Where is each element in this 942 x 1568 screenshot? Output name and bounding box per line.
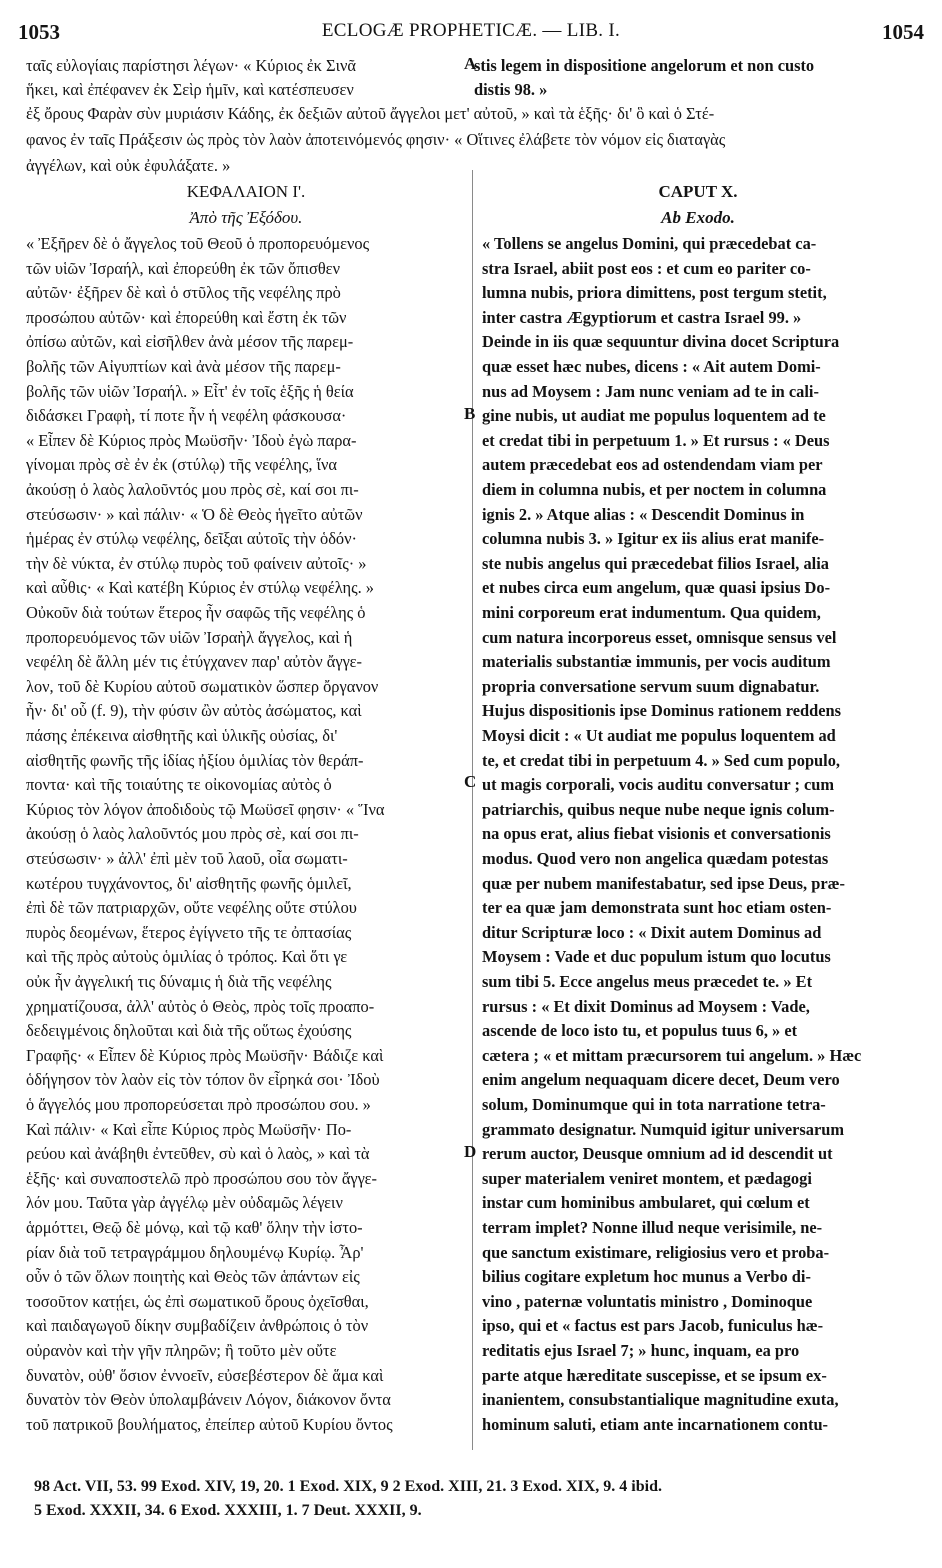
page-header: [18, 14, 924, 44]
running-title: ECLOGÆ PROPHETICÆ. — LIB. I.: [321, 20, 621, 41]
greek-text-line: Καὶ πάλιν· « Καὶ εἶπε Κύριος πρὸς Μωϋσῆν· Πο-: [26, 1119, 352, 1139]
greek-text-line: ἐπὶ δὲ τῶν πατριαρχῶν, οὔτε νεφέλης οὔτε στύλου: [26, 898, 357, 918]
footnote-line-2: 5 Exod. XXXII, 34. 6 Exod. XXXIII, 1. 7 Deut. XXXII, 9.: [34, 1502, 422, 1519]
greek-text-line: ἀκούσῃ ὁ λαὸς λαλοῦντός μου πρὸς σὲ, καί σοι πι-: [26, 824, 359, 844]
greek-text-line: οὐκ ἦν ἀγγελική τις δύναμις ἡ διὰ τῆς νεφέλης: [26, 972, 332, 991]
latin-text-line: hominum saluti, etiam ante incarnationem contu-: [482, 1414, 829, 1434]
greek-text-line: καὶ παιδαγωγοῦ δίκην συμβαδίζειν ἀνθρώποις ὁ τὸν: [26, 1316, 369, 1336]
section-marker: A: [464, 54, 477, 73]
latin-text-line: quæ per nubem manifestabatur, sed ipse Deus, præ-: [482, 873, 845, 893]
intro-greek-line: ἥκει, καὶ ἐπέφανεν ἐκ Σεὶρ ἡμῖν, καὶ κατέσπευσεν: [26, 80, 354, 99]
latin-text-line: autem præcedebat eos ad ostendendam viam per: [482, 455, 823, 475]
intro-greek-line: ἐξ ὄρους Φαρὰν σὺν μυριάσιν Κάδης, ἐκ δεξιῶν αὐτοῦ ἄγγελοι μετ' αὐτοῦ, » καὶ τὰ ἑξῆς· δι' ὃ καὶ ὁ Στέ-: [26, 104, 715, 123]
latin-text-line: rerum auctor, Deusque omnium ad id descendit ut: [482, 1144, 833, 1164]
latin-text-line: patriarchis, quibus neque nube neque ignis colum-: [482, 799, 835, 819]
greek-text-line: ρεύου καὶ ἀνάβηθι ἐντεῦθεν, σὺ καὶ ὁ λαὸς, » καὶ τὰ: [26, 1144, 370, 1164]
greek-text-line: τοσοῦτον κατῄει, ὡς ἐπὶ σωματικοῦ ὄρους ὀχεῖσθαι,: [26, 1291, 369, 1311]
latin-text-line: Deinde in iis quæ sequuntur divina docet Scriptura: [482, 332, 840, 352]
greek-text-line: προσώπου αὐτῶν· καὶ ἐπορεύθη καὶ ἔστη ἐκ τῶν: [26, 307, 347, 327]
latin-text-line: cætera ; « et mittam præcursorem tui angelum. » Hæc: [482, 1045, 862, 1065]
greek-text-line: δυνατὸν τὸν Θεὸν ὑπολαμβάνειν Λόγον, διάκονον ὄντα: [26, 1390, 391, 1410]
greek-text-line: δυνατὸν, οὐθ' ὅσιον ἐννοεῖν, εὐσεβέστερον δὲ ἅμα καὶ: [26, 1365, 384, 1385]
latin-text-line: ignis 2. » Atque alias : « Descendit Dominus in: [482, 504, 805, 524]
latin-text-line: Moysem : Vade et duc populum istum quo locutus: [482, 947, 831, 967]
latin-text-line: super materialem veniret montem, et pædagogi: [482, 1168, 812, 1188]
latin-text-line: rursus : « Et dixit Dominus ad Moysem : Vade,: [482, 996, 810, 1016]
latin-text-line: na opus erat, alius fiebat visionis et conversationis: [482, 824, 831, 844]
greek-text-line: βολῆς τῶν Αἰγυπτίων καὶ ἀνὰ μέσον τῆς παρεμ-: [26, 357, 341, 376]
latin-text-line: ut magis corporali, vocis auditu conversatur ; cum: [482, 775, 835, 795]
latin-text-line: cum natura incorporeus esset, omnisque sensus vel: [482, 627, 837, 647]
intro-greek-line: ταῖς εὐλογίαις παρίστησι λέγων· « Κύριος ἐκ Σινᾶ: [26, 56, 356, 75]
latin-text-line: parte atque hæreditate suscepisse, et se ipsum ex-: [482, 1365, 827, 1385]
greek-text-line: καὶ αὖθις· « Καὶ κατέβη Κύριος ἐν στύλῳ νεφέλης. »: [26, 578, 374, 598]
latin-text-line: et nubes circa eum angelum, quæ quasi ipsius Do-: [482, 578, 831, 598]
greek-text-line: δεδειγμένοις δηλοῦται καὶ διὰ τῆς οὕτως ἐχούσης: [26, 1021, 352, 1041]
greek-text-line: « Ἐξῆρεν δὲ ὁ ἄγγελος τοῦ Θεοῦ ὁ προπορευόμενος: [26, 234, 370, 253]
greek-text-line: οὖν ὁ τῶν ὅλων ποιητὴς καὶ Θεὸς τῶν ἁπάντων εἰς: [26, 1267, 360, 1287]
latin-text-line: ascende de loco isto tu, et populus tuus 6, » et: [482, 1021, 798, 1041]
latin-text-line: ditur Scripturæ loco : « Dixit autem Dominus ad: [482, 922, 822, 942]
greek-text-line: ὀπίσω αὐτῶν, καὶ εἰσῆλθεν ἀνὰ μέσον τῆς παρεμ-: [26, 332, 354, 352]
footnote-line-1: 98 Act. VII, 53. 99 Exod. XIV, 19, 20. 1 Exod. XIX, 9 2 Exod. XIII, 21. 3 Exod. XIX, 9. 4 ibid.: [34, 1478, 662, 1495]
right-page-number: 1054: [882, 20, 924, 44]
greek-text-line: λόν μου. Ταῦτα γὰρ ἀγγέλῳ μὲν οὐδαμῶς λέγειν: [26, 1193, 343, 1213]
latin-text-line: ter ea quæ jam demonstrata sunt hoc etiam osten-: [482, 898, 832, 918]
intro-greek-line: φανος ἐν ταῖς Πράξεσιν ὡς πρὸς τὸν λαὸν ἀποτεινόμενός φησιν· « Οἵτινες ἐλάβετε τὸν νόμον εἰς διαταγὰς: [26, 130, 726, 149]
left-page-number: 1053: [18, 20, 60, 44]
greek-text-line: ἡμέρας ἐν στύλῳ νεφέλης, δεῖξαι αὐτοῖς τὴν ὁδόν·: [26, 529, 357, 549]
intro-latin-line: stis legem in dispositione angelorum et non custo: [474, 56, 815, 75]
greek-text-line: « Εἶπεν δὲ Κύριος πρὸς Μωϋσῆν· Ἰδοὺ ἐγὼ παρα-: [26, 430, 357, 450]
latin-text-line: te, et credat tibi in perpetuum 4. » Sed cum populo,: [482, 750, 841, 770]
greek-text-line: διδάσκει Γραφὴ, τί ποτε ἦν ἡ νεφέλη φάσκουσα·: [26, 406, 347, 426]
latin-text-line: modus. Quod vero non angelica quædam potestas: [482, 849, 829, 868]
latin-text-line: sum tibi 5. Ecce angelus meus præcedet te. » Et: [482, 972, 813, 991]
greek-chapter-heading: ΚΕΦΑΛΑΙΟΝ Ι'.: [186, 182, 306, 201]
greek-text-line: στεύσωσιν· » ἀλλ' ἐπὶ μὲν τοῦ λαοῦ, οἷα σωματι-: [26, 849, 348, 868]
latin-text-line: columna nubis 3. » Igitur ex iis alius erat manife-: [482, 529, 825, 549]
latin-text-line: terram implet? Nonne illud neque verisimile, ne-: [482, 1218, 823, 1237]
latin-text-line: Moysi dicit : « Ut audiat me populus loquentem ad: [482, 726, 836, 745]
greek-text-line: αὐτῶν· ἐξῆρεν δὲ καὶ ὁ στῦλος τῆς νεφέλης πρὸ: [26, 283, 341, 303]
greek-text-line: προπορευόμενος τῶν υἱῶν Ἰσραὴλ ἄγγελος, καὶ ἡ: [26, 627, 353, 647]
section-marker: B: [464, 404, 476, 423]
greek-text-line: οὐρανὸν καὶ τὴν γῆν πληρῶν; ἢ τοῦτο μὲν οὔτε: [26, 1341, 337, 1360]
latin-text-line: stra Israel, abiit post eos : et cum eo pariter co-: [482, 258, 811, 278]
greek-text-line: ἀκούσῃ ὁ λαὸς λαλοῦντός μου πρὸς σὲ, καί σοι πι-: [26, 480, 359, 499]
greek-text-line: πυρὸς δεομένων, ἕτερος ἐγίγνετο τῆς τε ὀπτασίας: [26, 922, 352, 942]
latin-text-line: inter castra Ægyptiorum et castra Israel 99. »: [482, 307, 802, 327]
greek-text-line: ὁ ἄγγελός μου προπορεύσεται πρὸ προσώπου σου. »: [26, 1095, 371, 1114]
greek-text-line: αἰσθητῆς φωνῆς τῆς ἰδίας ἠξίου ὁμιλίας τὸν θεράπ-: [26, 750, 364, 770]
latin-text-line: propria conversatione servum suum dignabatur.: [482, 676, 820, 696]
greek-text-line: κωτέρου τυγχάνοντος, δι' αἰσθητῆς φωνῆς ὁμιλεῖ,: [26, 873, 352, 893]
intro-latin-line: distis 98. »: [474, 80, 548, 99]
latin-text-line: grammato designatur. Numquid igitur universarum: [482, 1119, 844, 1139]
latin-text-line: nus ad Moysem : Jam nunc veniam ad te in cali-: [482, 381, 819, 401]
latin-text-line: materialis substantiæ immunis, per vocis auditum: [482, 652, 831, 672]
greek-text-line: ἑξῆς· καὶ συναποστελῶ πρὸ προσώπου σου τὸν ἄγγε-: [26, 1168, 377, 1188]
greek-text-line: καὶ τῆς πρὸς αὐτοὺς ὁμιλίας ὁ τρόπος. Καὶ ὅτι γε: [26, 947, 348, 967]
latin-text-line: enim angelum nequaquam dicere decet, Deum vero: [482, 1070, 840, 1090]
latin-text-line: quæ esset hæc nubes, dicens : « Ait autem Domi-: [482, 357, 821, 376]
latin-text-line: vino , paternæ voluntatis ministro , Dominoque: [482, 1291, 813, 1311]
section-marker: D: [464, 1142, 477, 1161]
greek-text-line: στεύσωσιν· » καὶ πάλιν· « Ὁ δὲ Θεὸς ἡγεῖτο αὐτῶν: [26, 504, 363, 524]
greek-text-line: ἦν· δι' οὗ (f. 9), τὴν φύσιν ὢν αὐτὸς ἀσώματος, καὶ: [26, 701, 362, 721]
latin-text-line: inanientem, consubstantialique magnitudine exuta,: [482, 1390, 839, 1410]
greek-text-line: τὴν δὲ νύκτα, ἐν στύλῳ πυρὸς τοῦ φαίνειν αὐτοῖς· »: [26, 553, 367, 573]
latin-text-line: que sanctum existimare, religiosius vero et proba-: [482, 1242, 830, 1262]
latin-chapter-heading: CAPUT X.: [658, 182, 738, 201]
greek-text-line: βολῆς τῶν υἱῶν Ἰσραήλ. » Εἶτ' ἐν τοῖς ἑξῆς ἡ θεία: [26, 381, 354, 401]
greek-text-line: Κύριος τὸν λόγον ἀποδιδοὺς τῷ Μωϋσεῖ φησιν· « Ἵνα: [26, 799, 385, 819]
latin-text-line: Hujus dispositionis ipse Dominus rationem reddens: [482, 701, 842, 721]
latin-text-line: instar cum hominibus ambularet, qui cœlum et: [482, 1193, 810, 1213]
greek-text-line: λον, τοῦ δὲ Κυρίου αὐτοῦ σωματικὸν ὥσπερ ὄργανον: [26, 676, 379, 696]
greek-text-line: χρηματίζουσα, ἀλλ' αὐτὸς ὁ Θεὸς, πρὸς τοῖς προαπο-: [26, 996, 375, 1016]
greek-text-line: νεφέλη δὲ ἄλλη μέν τις ἐτύγχανεν παρ' αὐτὸν ἄγγε-: [26, 652, 362, 672]
latin-text-line: « Tollens se angelus Domini, qui præcedebat ca-: [482, 234, 817, 253]
intro-greek-line: ἀγγέλων, καὶ οὐκ ἐφυλάξατε. »: [26, 156, 231, 175]
latin-text-line: bilius cogitare expletum hoc munus a Verbo di-: [482, 1267, 811, 1287]
greek-text-line: Γραφῆς· « Εἶπεν δὲ Κύριος πρὸς Μωϋσῆν· Βάδιζε καὶ: [26, 1045, 384, 1065]
column-divider: [472, 170, 473, 1450]
greek-text-line: Οὐκοῦν διὰ τούτων ἕτερος ἦν σαφῶς τῆς νεφέλης ὁ: [26, 603, 366, 622]
latin-text-line: et credat tibi in perpetuum 1. » Et rursus : « Deus: [482, 430, 830, 450]
latin-text-line: reditatis ejus Israel 7; » hunc, inquam, ea pro: [482, 1341, 800, 1360]
greek-text-line: πάσης ἐπέκεινα αἰσθητῆς καὶ ὑλικῆς οὐσίας, δι': [26, 726, 338, 745]
latin-text-line: ipso, qui et « factus est pars Jacob, funiculus hæ-: [482, 1316, 824, 1336]
greek-text-line: τῶν υἱῶν Ἰσραήλ, καὶ ἐπορεύθη ἐκ τῶν ὄπισθεν: [26, 258, 340, 278]
latin-text-line: lumna nubis, priora dimittens, post tergum stetit,: [482, 283, 827, 303]
greek-text-line: γίνομαι πρὸς σὲ ἐν ἐκ (στύλῳ) τῆς νεφέλης, ἵνα: [26, 455, 337, 475]
latin-text-line: diem in columna nubis, et per noctem in columna: [482, 480, 827, 499]
greek-text-line: ρίαν διὰ τοῦ τετραγράμμου δηλουμένῳ Κυρίῳ. Ἆρ': [26, 1242, 364, 1262]
latin-text-line: gine nubis, ut audiat me populus loquentem ad te: [482, 406, 826, 426]
greek-text-line: ποντα· καὶ τῆς τοιαύτης τε οἰκονομίας αὐτὸς ὁ: [26, 775, 332, 795]
greek-text-line: τοῦ πατρικοῦ βουλήματος, ἐπείπερ αὐτοῦ Κυρίου ὄντος: [26, 1414, 393, 1434]
latin-chapter-subtitle: Ab Exodo.: [661, 208, 735, 227]
latin-text-line: solum, Dominumque qui in tota narratione tetra-: [482, 1095, 826, 1114]
greek-text-line: ὁδήγησον τὸν λαὸν εἰς τὸν τόπον ὃν εἶρηκά σοι· Ἰδοὺ: [26, 1070, 380, 1090]
latin-text-line: ste nubis angelus qui præcedebat filios Israel, alia: [482, 553, 829, 573]
latin-text-line: mini corporeum erat indumentum. Qua quidem,: [482, 603, 821, 622]
greek-chapter-subtitle: Ἀπὸ τῆς Ἐξόδου.: [189, 208, 303, 227]
section-marker: C: [464, 772, 477, 791]
greek-text-line: ἁρμόττει, Θεῷ δὲ μόνῳ, καὶ τῷ καθ' ὅλην τὴν ἱστο-: [26, 1218, 363, 1237]
